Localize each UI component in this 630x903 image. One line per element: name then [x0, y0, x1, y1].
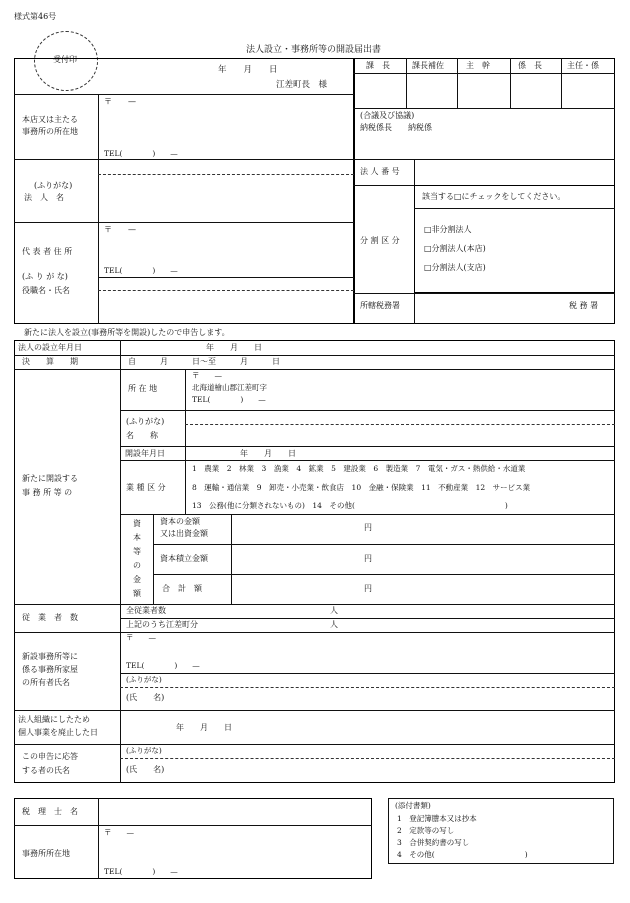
attachment-3: 3 合併契約書の写し [397, 838, 470, 847]
industry-label: 業 種 区 分 [126, 483, 166, 492]
division-option-3[interactable]: □分割法人(支店) [424, 263, 486, 272]
owner-label-2: 係る事務所家屋 [22, 665, 78, 674]
hq-label-2: 事務所の所在地 [22, 127, 78, 136]
declaration-text: 新たに法人を設立(事務所等を開設)したので申告します。 [24, 328, 230, 337]
est-date-value: 年 月 日 [206, 343, 262, 352]
approval-4: 係 長 [518, 61, 542, 70]
tax-accountant-office-label: 事務所所在地 [22, 849, 70, 858]
capital-label-6: 額 [133, 589, 141, 598]
capital-row-1a: 資本の金額 [160, 517, 200, 526]
fiscal-value: 自 月 日〜至 月 日 [128, 357, 280, 366]
owner-name[interactable]: (氏 名) [126, 693, 165, 702]
approval-1: 課 長 [366, 61, 390, 70]
owner-label-3: の所有者氏名 [22, 678, 70, 687]
employees-local-label: 上記のうち江差町分 [126, 620, 198, 629]
form-title: 法人設立・事務所等の開設届出書 [246, 45, 382, 55]
submission-date: 年 月 日 [218, 65, 278, 75]
hq-tel[interactable]: TEL( ) — [104, 149, 178, 158]
attachments-title: (添付書類) [395, 801, 431, 810]
corp-name-label: 法 人 名 [24, 193, 64, 202]
capital-label-5: 金 [133, 575, 141, 584]
abolish-date: 年 月 日 [176, 723, 232, 732]
division-check-frame [414, 185, 615, 293]
employees-total-unit: 人 [330, 606, 338, 615]
rep-label-3: 役職名・氏名 [22, 286, 70, 295]
est-date-label: 法人の設立年月日 [18, 343, 82, 352]
rep-postal[interactable]: 〒 — [104, 225, 136, 234]
owner-furigana: (ふりがな) [126, 675, 162, 684]
capital-label-4: の [133, 561, 141, 570]
respondent-label-1: この申告に応答 [22, 752, 78, 761]
rep-tel[interactable]: TEL( ) — [104, 266, 178, 275]
abolish-label-2: 個人事業を廃止した日 [18, 728, 98, 737]
industry-line-2: 8 運輸・通信業 9 卸売・小売業・飲食店 10 金融・保険業 11 不動産業 12 サービス業 [192, 483, 531, 492]
respondent-label-2: する者の氏名 [22, 766, 70, 775]
corp-number-label: 法 人 番 号 [360, 167, 400, 176]
form-number: 様式第46号 [14, 12, 57, 21]
check-instruction: 該当する□にチェックをしてください。 [422, 192, 566, 201]
location-label: 所 在 地 [128, 384, 158, 393]
middle-section-frame [14, 340, 615, 783]
fiscal-label: 決 算 期 [22, 357, 78, 366]
new-office-label-1: 新たに開設する [22, 474, 78, 483]
capital-yen-1: 円 [364, 523, 372, 532]
owner-postal[interactable]: 〒 — [126, 633, 156, 642]
open-date-value: 年 月 日 [240, 449, 296, 458]
tax-office-suffix: 税 務 署 [569, 301, 599, 310]
tax-accountant-label: 税 理 士 名 [22, 807, 78, 816]
respondent-furigana: (ふりがな) [126, 746, 162, 755]
division-option-2[interactable]: □分割法人(本店) [424, 244, 486, 253]
tax-accountant-tel[interactable]: TEL( ) — [104, 867, 178, 876]
rep-label-1: 代 表 者 住 所 [22, 247, 73, 256]
approval-3: 主 幹 [466, 61, 490, 70]
location-postal[interactable]: 〒 — [192, 371, 222, 380]
approval-2: 課長補佐 [412, 61, 444, 70]
reception-stamp-label: 受付印 [53, 55, 77, 64]
attachment-4: 4 その他( ) [397, 850, 528, 859]
hq-postal[interactable]: 〒 — [104, 97, 136, 106]
capital-label-1: 資 [133, 519, 141, 528]
capital-label-2: 本 [133, 533, 141, 542]
employees-total-label: 全従業者数 [126, 606, 166, 615]
location-address[interactable]: 北海道檜山郡江差町字 [192, 383, 267, 392]
capital-label-3: 等 [133, 547, 141, 556]
tax-accountant-postal[interactable]: 〒 — [104, 828, 134, 837]
employees-label: 従 業 者 数 [22, 613, 78, 622]
respondent-name[interactable]: (氏 名) [126, 765, 165, 774]
location-tel[interactable]: TEL( ) — [192, 395, 266, 404]
owner-label-1: 新設事務所等に [22, 652, 78, 661]
industry-line-3: 13 公務(他に分類されないもの) 14 その他( ) [192, 501, 508, 510]
consult-title: (合議及び協議) [360, 111, 415, 120]
rep-label-2: (ふ り が な) [22, 272, 68, 281]
division-label: 分 割 区 分 [360, 236, 400, 245]
approval-5: 主任・係 [567, 61, 599, 70]
capital-yen-2: 円 [364, 554, 372, 563]
industry-line-1: 1 農業 2 林業 3 漁業 4 鉱業 5 建設業 6 製造業 7 電気・ガス・熱供給・水道業 [192, 464, 526, 473]
attachment-1: 1 登記簿謄本又は抄本 [397, 814, 477, 823]
hq-label-1: 本店又は主たる [22, 115, 78, 124]
office-furigana-label: (ふりがな) [126, 417, 165, 426]
capital-yen-3: 円 [364, 584, 372, 593]
division-option-1[interactable]: □非分割法人 [424, 225, 472, 234]
employees-local-unit: 人 [330, 620, 338, 629]
office-name-label: 名 称 [126, 431, 158, 440]
abolish-label-1: 法人組織にしたため [18, 715, 90, 724]
open-date-label: 開設年月日 [125, 449, 165, 458]
capital-row-3: 合 計 額 [162, 584, 202, 593]
corp-furigana-label: (ふりがな) [34, 181, 73, 190]
recipient: 江差町長 様 [276, 80, 328, 90]
tax-office-label: 所轄税務署 [360, 301, 400, 310]
capital-row-1b: 又は出資金額 [160, 529, 208, 538]
new-office-label-2: 事 務 所 等 の [22, 488, 73, 497]
attachment-2: 2 定款等の写し [397, 826, 455, 835]
owner-tel[interactable]: TEL( ) — [126, 661, 200, 670]
consult-items: 納税係長 納税係 [360, 123, 432, 132]
capital-row-2: 資本積立金額 [160, 554, 208, 563]
